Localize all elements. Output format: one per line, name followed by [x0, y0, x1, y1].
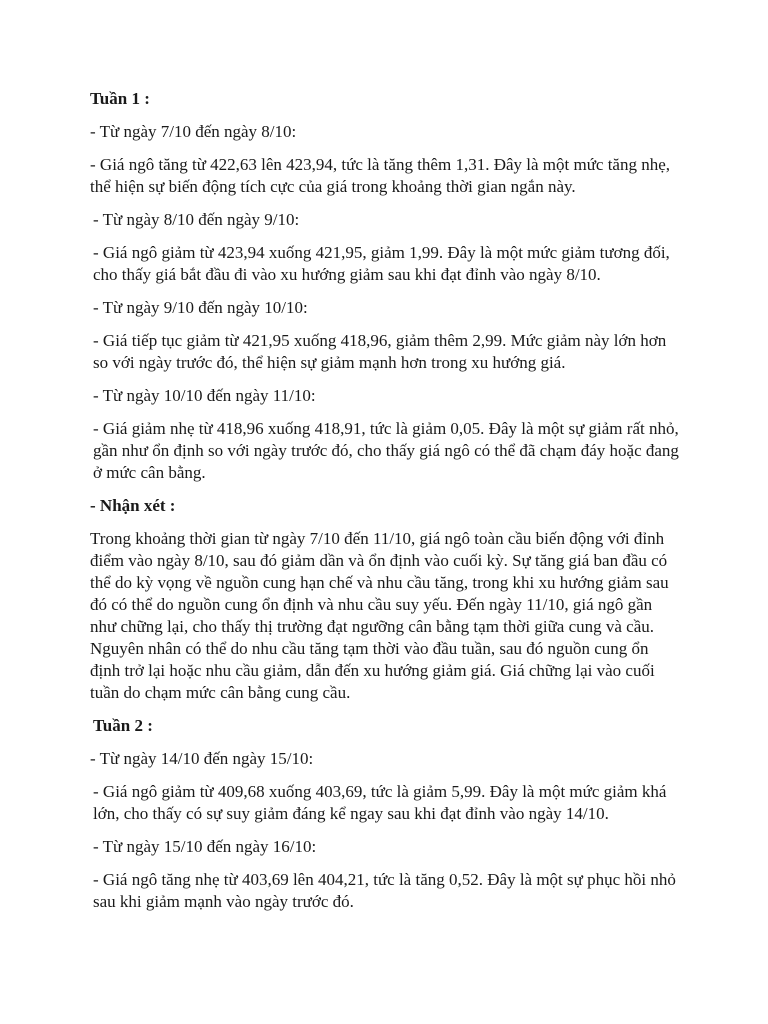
week2-item-4: - Giá ngô tăng nhẹ từ 403,69 lên 404,21, tức là tăng 0,52. Đây là một sự phục hồi nhỏ sau khi giảm mạnh vào ngày trước đó. [93, 870, 676, 911]
week1-item-5: - Từ ngày 9/10 đến ngày 10/10: [93, 298, 308, 317]
document-page [90, 88, 680, 924]
week1-item-4: - Giá ngô giảm từ 423,94 xuống 421,95, giảm 1,99. Đây là một mức giảm tương đối, cho thấy giá bắt đầu đi vào xu hướng giảm sau khi đạt đỉnh vào ngày 8/10. [93, 243, 670, 284]
remark-heading: - Nhận xét : [90, 496, 176, 515]
week1-item-8: - Giá giảm nhẹ từ 418,96 xuống 418,91, tức là giảm 0,05. Đây là một sự giảm rất nhỏ, gần như ổn định so với ngày trước đó, cho thấy giá ngô có thể đã chạm đáy hoặc đang ở mức cân bằng. [93, 419, 679, 482]
week2-item-3: - Từ ngày 15/10 đến ngày 16/10: [93, 837, 317, 856]
week1-item-6: - Giá tiếp tục giảm từ 421,95 xuống 418,96, giảm thêm 2,99. Mức giảm này lớn hơn so với ngày trước đó, thể hiện sự giảm mạnh hơn trong xu hướng giá. [93, 331, 667, 372]
week1-item-7: - Từ ngày 10/10 đến ngày 11/10: [93, 386, 316, 405]
remark-text: Trong khoảng thời gian từ ngày 7/10 đến 11/10, giá ngô toàn cầu biến động với đỉnh điểm vào ngày 8/10, sau đó giảm dần và ổn định vào cuối kỳ. Sự tăng giá ban đầu có thể do kỳ vọng về nguồn cung hạn chế và nhu cầu tăng, trong khi xu hướng giảm sau đó có thể do nguồn cung ổn định và nhu cầu suy yếu. Đến ngày 11/10, giá ngô gần như chững lại, cho thấy thị trường đạt ngưỡng cân bằng tạm thời giữa cung và cầu. Nguyên nhân có thể do nhu cầu tăng tạm thời vào đầu tuần, sau đó nguồn cung ổn định trở lại hoặc nhu cầu giảm, dẫn đến xu hướng giảm giá. Giá chững lại vào cuối tuần do chạm mức cân bằng cung cầu. [90, 529, 669, 702]
week1-item-2: - Giá ngô tăng từ 422,63 lên 423,94, tức là tăng thêm 1,31. Đây là một mức tăng nhẹ, thể hiện sự biến động tích cực của giá trong khoảng thời gian ngắn này. [90, 155, 671, 196]
week1-item-1: - Từ ngày 7/10 đến ngày 8/10: [90, 122, 297, 141]
week2-item-2: - Giá ngô giảm từ 409,68 xuống 403,69, tức là giảm 5,99. Đây là một mức giảm khá lớn, cho thấy có sự suy giảm đáng kể ngay sau khi đạt đỉnh vào ngày 14/10. [93, 782, 667, 823]
week2-item-1: - Từ ngày 14/10 đến ngày 15/10: [90, 749, 314, 768]
week2-heading: Tuần 2 : [93, 716, 153, 735]
week1-item-3: - Từ ngày 8/10 đến ngày 9/10: [93, 210, 300, 229]
week1-heading: Tuần 1 : [90, 89, 150, 108]
